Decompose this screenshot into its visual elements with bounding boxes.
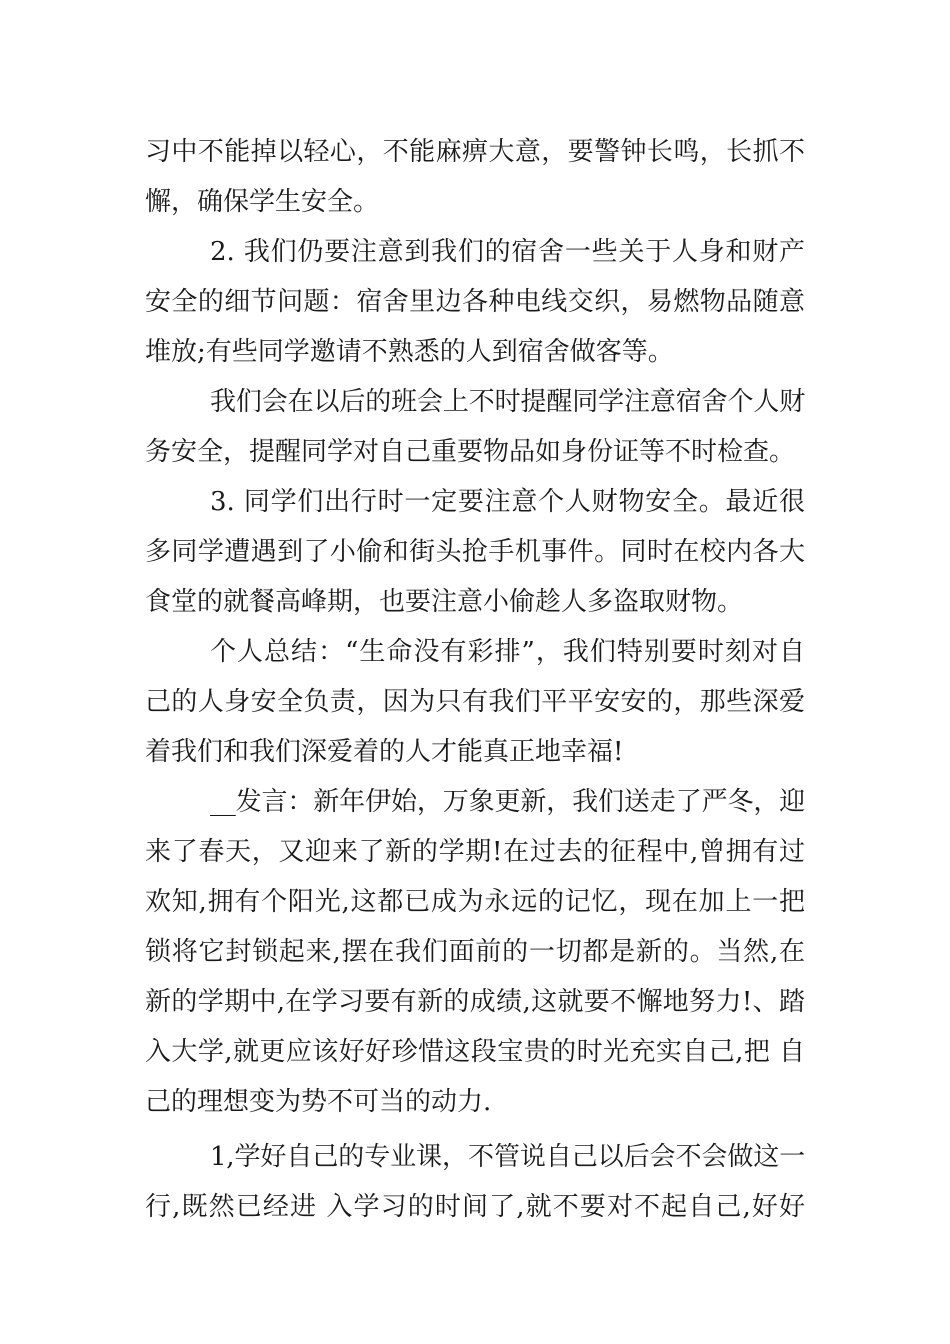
text-line-10: 食堂的就餐高峰期，也要注意小偷趁人多盗取财物。 <box>145 587 744 617</box>
text-line-7: 务安全，提醒同学对自己重要物品如身份证等不时检查。 <box>145 437 796 467</box>
text-line-4: 安全的细节问题：宿舍里边各种电线交织，易燃物品随意 <box>145 287 805 317</box>
text-line-16: 欢知,拥有个阳光,这都已成为永远的记忆，现在加上一把 <box>145 887 805 917</box>
text-line-21: 1,学好自己的专业课，不管说自己以后会不会做这一 <box>210 1142 805 1172</box>
text-line-12: 己的人身安全负责，因为只有我们平平安安的，那些深爱 <box>145 687 805 717</box>
text-line-2: 懈，确保学生安全。 <box>145 187 380 217</box>
text-line-22: 行,既然已经进 入学习的时间了,就不要对不起自己,好好 <box>145 1192 805 1222</box>
text-line-8: 3. 同学们出行时一定要注意个人财物安全。最近很 <box>210 487 805 517</box>
text-line-20: 己的理想变为势不可当的动力. <box>145 1087 492 1117</box>
text-line-5: 堆放;有些同学邀请不熟悉的人到宿舍做客等。 <box>145 337 674 367</box>
text-line-3: 2. 我们仍要注意到我们的宿舍一些关于人身和财产 <box>210 237 805 267</box>
text-line-14: __发言：新年伊始，万象更新，我们送走了严冬，迎 <box>210 787 805 817</box>
text-line-1: 习中不能掉以轻心，不能麻痹大意，要警钟长鸣，长抓不 <box>145 137 805 167</box>
text-line-11: 个人总结：“生命没有彩排”，我们特别要时刻对自 <box>210 637 805 667</box>
text-line-6: 我们会在以后的班会上不时提醒同学注意宿舍个人财 <box>210 387 805 417</box>
text-line-15: 来了春天，又迎来了新的学期!在过去的征程中,曾拥有过 <box>145 837 805 867</box>
text-line-17: 锁将它封锁起来,摆在我们面前的一切都是新的。当然,在 <box>145 937 805 967</box>
text-line-19: 入大学,就更应该好好珍惜这段宝贵的时光充实自己,把 自 <box>145 1037 805 1067</box>
text-line-9: 多同学遭遇到了小偷和街头抢手机事件。同时在校内各大 <box>145 537 805 567</box>
text-line-13: 着我们和我们深爱着的人才能真正地幸福! <box>145 737 624 767</box>
text-line-18: 新的学期中,在学习要有新的成绩,这就要不懈地努力!、踏 <box>145 987 805 1017</box>
